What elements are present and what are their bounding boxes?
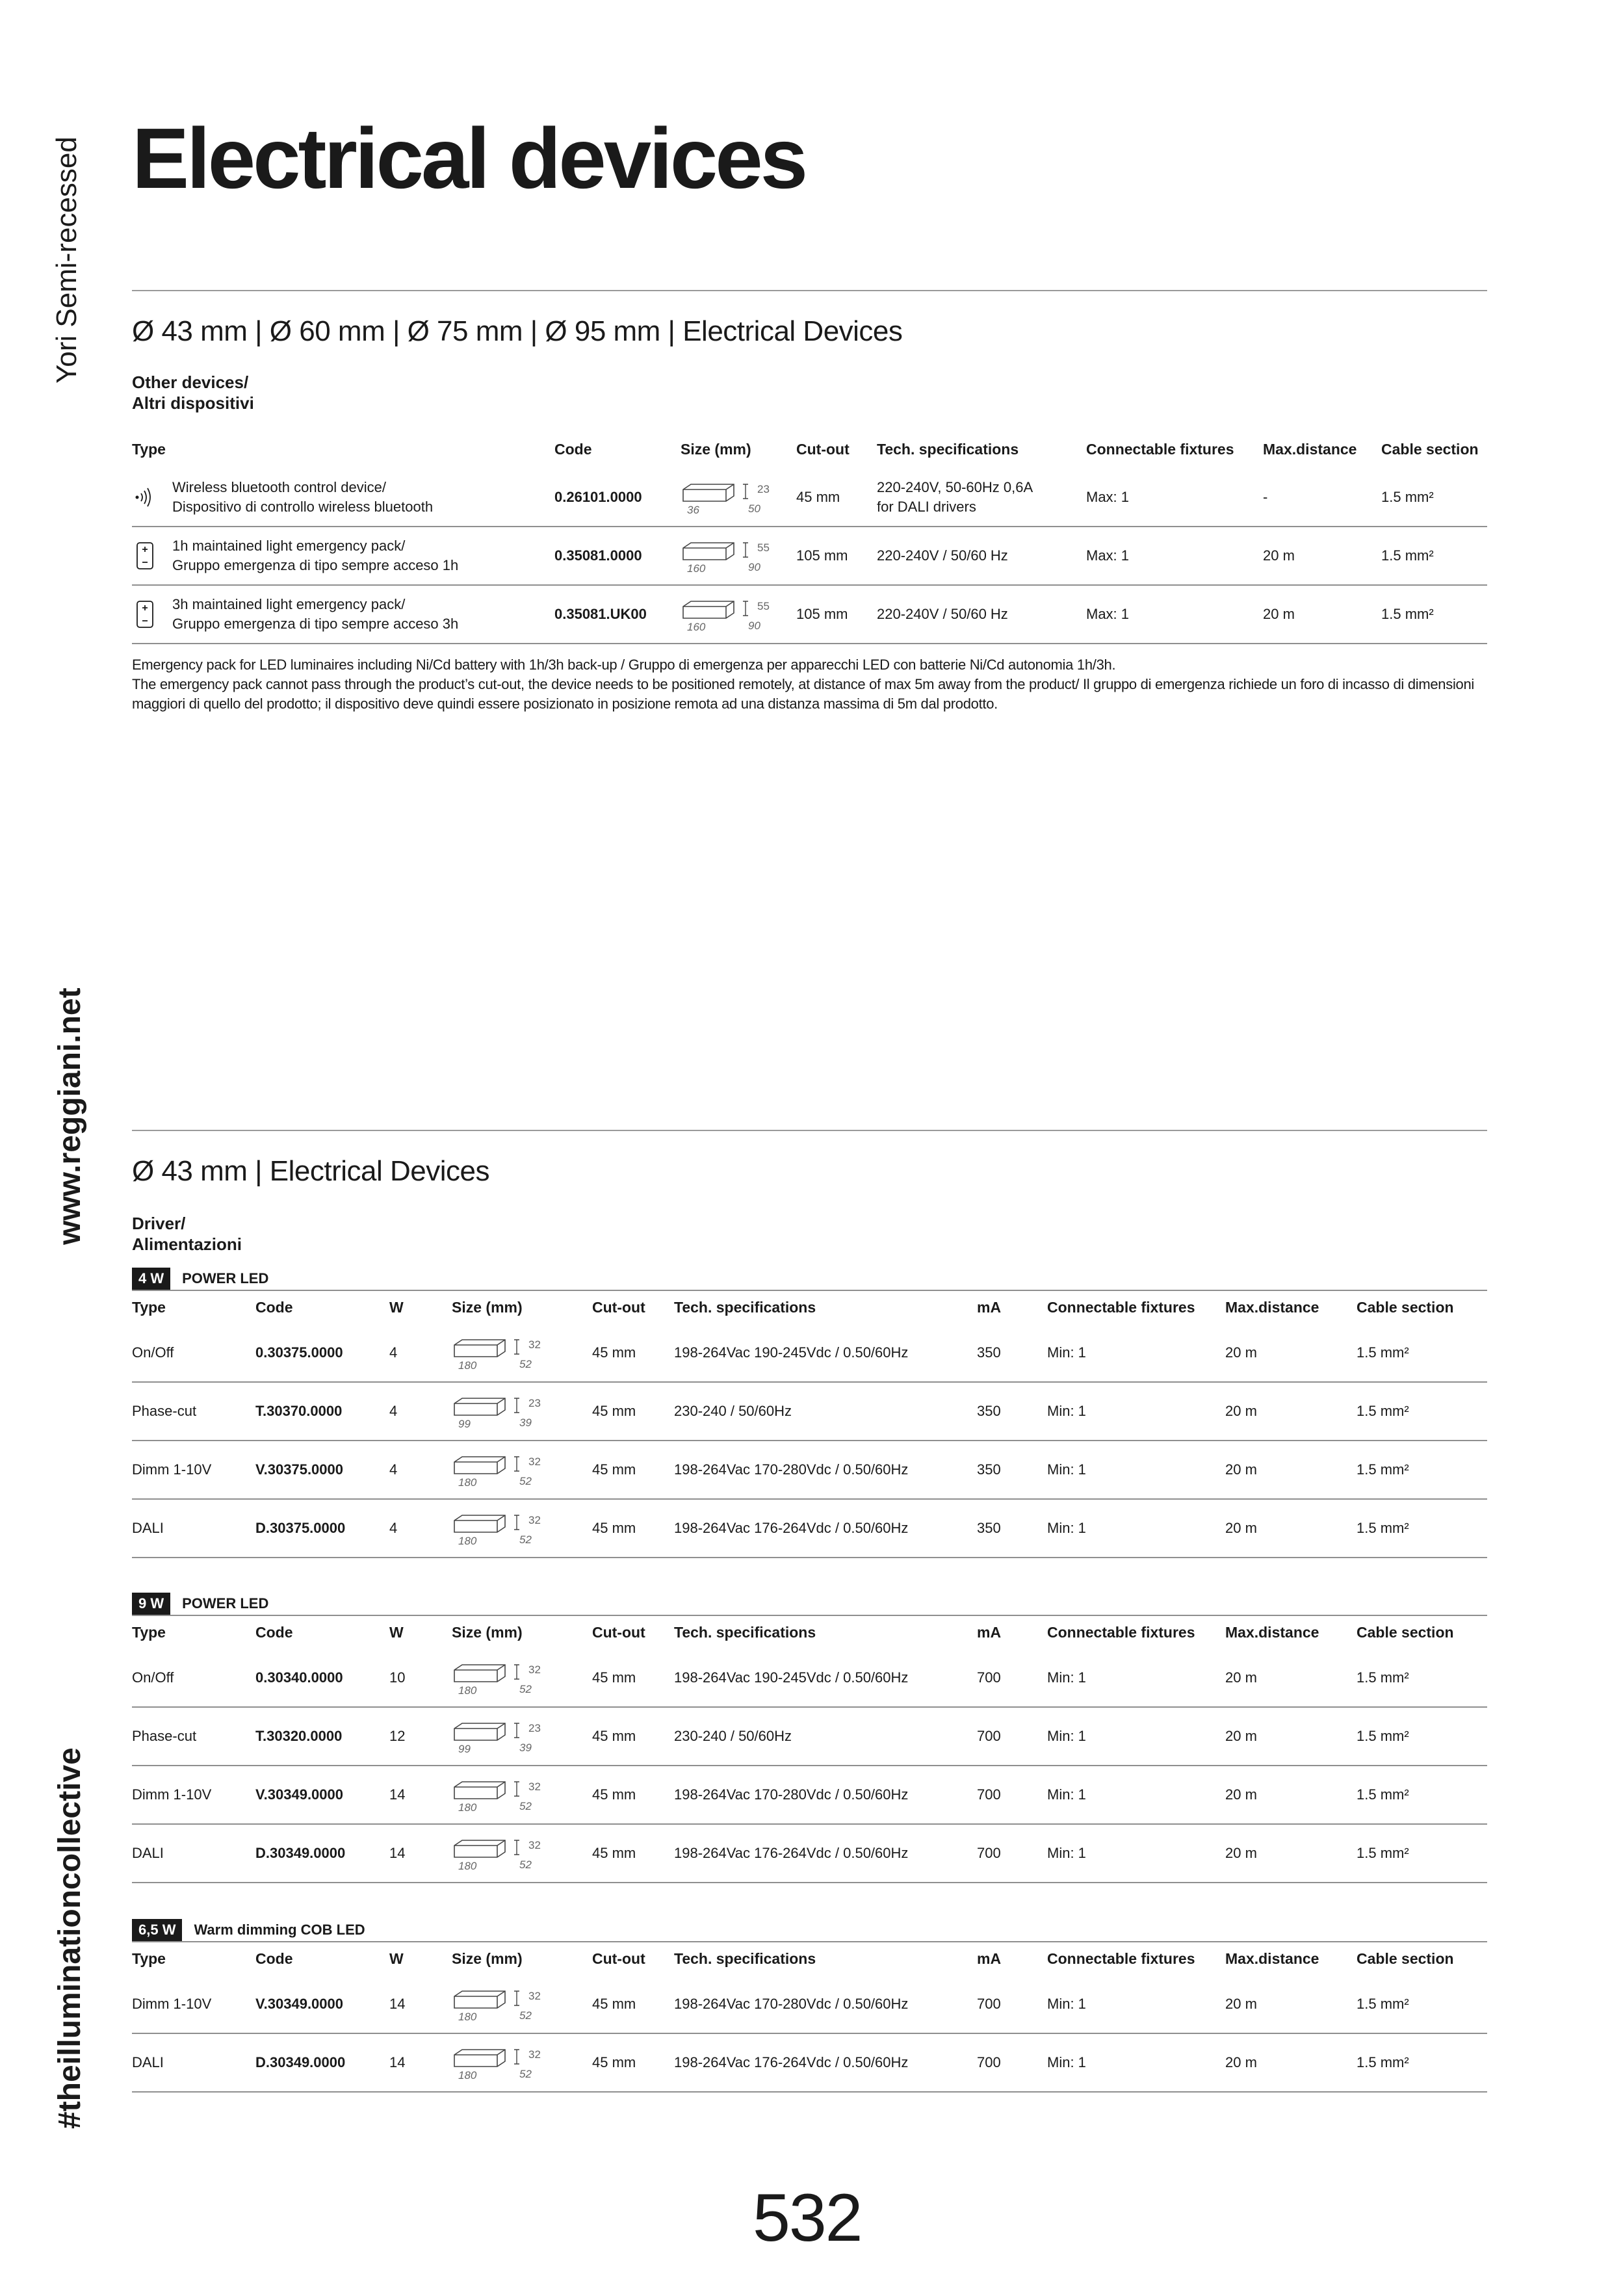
driver-group-badge: [132, 1593, 268, 1615]
size-length: 36: [687, 503, 699, 516]
spec-value: 198-264Vac 176-264Vdc / 0.50/60Hz: [674, 1499, 977, 1558]
col-tech-spec: Tech. specifications: [674, 1950, 816, 1967]
fixtures-value: Min: 1: [1047, 1824, 1225, 1883]
distance-value: 20 m: [1263, 585, 1381, 644]
col-code: Code: [255, 1298, 293, 1316]
driver-type: Dimm 1-10V: [132, 1975, 255, 2033]
size-height: 32: [528, 1455, 541, 1468]
size-drawing: [681, 596, 770, 633]
page-title: Electrical devices: [132, 111, 806, 206]
size-width: 39: [519, 1742, 532, 1754]
product-code: V.30349.0000: [255, 1766, 389, 1824]
product-code: 0.35081.0000: [554, 527, 681, 585]
product-code: T.30320.0000: [255, 1707, 389, 1766]
cutout-value: 45 mm: [796, 468, 877, 527]
distance-value: 20 m: [1225, 1499, 1357, 1558]
size-width: 90: [748, 561, 760, 573]
col-ma: mA: [977, 1950, 1002, 1967]
watt-value: 14: [389, 1824, 452, 1883]
ma-value: 700: [977, 2033, 1047, 2092]
spec-value: 198-264Vac 190-245Vdc / 0.50/60Hz: [674, 1649, 977, 1707]
size-length: 180: [458, 1535, 477, 1547]
section2-sub-line1: Driver/: [132, 1214, 186, 1233]
type-line1: 3h maintained light emergency pack/: [172, 596, 406, 612]
col-code: Code: [255, 1950, 293, 1967]
product-code: T.30370.0000: [255, 1382, 389, 1441]
led-type-label: POWER LED: [182, 1595, 269, 1611]
col-size: Size (mm): [452, 1950, 523, 1967]
section1-sub-line2: Altri dispositivi: [132, 393, 254, 413]
led-type-label: Warm dimming COB LED: [194, 1922, 365, 1938]
size-drawing: [452, 1510, 541, 1547]
section2-heading: Ø 43 mm | Electrical Devices: [132, 1155, 490, 1187]
col-cutout: Cut-out: [592, 1623, 645, 1641]
size-length: 99: [458, 1418, 471, 1430]
table-row: [132, 1382, 1487, 1441]
table-row: [132, 1324, 1487, 1382]
table-header-row: [132, 1615, 1487, 1649]
size-height: 32: [528, 1989, 541, 2002]
distance-value: -: [1263, 468, 1381, 527]
watt-value: 4: [389, 1441, 452, 1499]
col-distance: Max.distance: [1263, 440, 1357, 458]
distance-value: 20 m: [1225, 1707, 1357, 1766]
fixtures-value: Min: 1: [1047, 1499, 1225, 1558]
watt-value: 14: [389, 2033, 452, 2092]
cable-value: 1.5 mm²: [1357, 1324, 1487, 1382]
cutout-value: 45 mm: [592, 2033, 674, 2092]
fixtures-value: Min: 1: [1047, 2033, 1225, 2092]
size-drawing: [452, 1986, 541, 2023]
size-width: 52: [519, 2068, 532, 2080]
watt-value: 4: [389, 1382, 452, 1441]
spec-value: 198-264Vac 170-280Vdc / 0.50/60Hz: [674, 1441, 977, 1499]
wattage-badge: 6,5 W: [132, 1919, 182, 1941]
distance-value: 20 m: [1263, 527, 1381, 585]
distance-value: 20 m: [1225, 2033, 1357, 2092]
table-row: [132, 1975, 1487, 2033]
wattage-badge: 9 W: [132, 1593, 170, 1615]
col-fixtures: Connectable fixtures: [1047, 1623, 1195, 1641]
size-length: 180: [458, 2069, 477, 2081]
col-distance: Max.distance: [1225, 1950, 1319, 1967]
size-width: 52: [519, 2009, 532, 2022]
distance-value: 20 m: [1225, 1975, 1357, 2033]
col-code: Code: [554, 440, 592, 458]
fixtures-value: Max: 1: [1086, 585, 1263, 644]
table-header-row: [132, 1942, 1487, 1975]
ma-value: 700: [977, 1824, 1047, 1883]
spec-value: 198-264Vac 170-280Vdc / 0.50/60Hz: [674, 1975, 977, 2033]
fixtures-value: Min: 1: [1047, 1707, 1225, 1766]
size-width: 90: [748, 620, 760, 632]
col-distance: Max.distance: [1225, 1298, 1319, 1316]
section1-sub-line1: Other devices/: [132, 372, 249, 392]
cutout-value: 105 mm: [796, 585, 877, 644]
sidebar-series-label: Yori Semi-recessed: [51, 137, 83, 384]
section2-sub-line2: Alimentazioni: [132, 1234, 242, 1254]
type-line2: Dispositivo di controllo wireless bluetooth: [172, 498, 434, 515]
watt-value: 14: [389, 1975, 452, 2033]
other-devices-table: [132, 430, 1487, 644]
size-length: 160: [687, 621, 706, 633]
driver-type: On/Off: [132, 1649, 255, 1707]
section2-divider: [132, 1130, 1487, 1131]
table-row: [132, 585, 1487, 644]
distance-value: 20 m: [1225, 1649, 1357, 1707]
fixtures-value: Max: 1: [1086, 527, 1263, 585]
size-length: 180: [458, 1684, 477, 1697]
table-row: [132, 527, 1487, 585]
sidebar-hashtag: #theilluminationcollective: [53, 1747, 87, 2129]
watt-value: 10: [389, 1649, 452, 1707]
table-row: [132, 1649, 1487, 1707]
cutout-value: 45 mm: [592, 1382, 674, 1441]
product-code: 0.35081.UK00: [554, 585, 681, 644]
col-cable: Cable section: [1357, 1298, 1454, 1316]
type-line2: Gruppo emergenza di tipo sempre acceso 3h: [172, 616, 459, 632]
col-cable: Cable section: [1357, 1623, 1454, 1641]
cutout-value: 45 mm: [592, 1499, 674, 1558]
size-height: 32: [528, 1514, 541, 1526]
col-cable: Cable section: [1357, 1950, 1454, 1967]
driver-type: DALI: [132, 2033, 255, 2092]
size-height: 32: [528, 1663, 541, 1676]
product-code: V.30349.0000: [255, 1975, 389, 2033]
size-length: 99: [458, 1743, 471, 1755]
size-width: 50: [748, 502, 760, 515]
size-length: 180: [458, 1359, 477, 1372]
col-fixtures: Connectable fixtures: [1047, 1298, 1195, 1316]
size-length: 180: [458, 1860, 477, 1872]
section1-divider: [132, 290, 1487, 291]
fixtures-value: Min: 1: [1047, 1766, 1225, 1824]
fixtures-value: Min: 1: [1047, 1382, 1225, 1441]
distance-value: 20 m: [1225, 1382, 1357, 1441]
driver-group-badge: [132, 1919, 365, 1941]
table-row: [132, 1824, 1487, 1883]
spec-line2: for DALI drivers: [877, 498, 976, 515]
cable-value: 1.5 mm²: [1357, 1649, 1487, 1707]
driver-type: Dimm 1-10V: [132, 1441, 255, 1499]
size-drawing: [452, 1718, 541, 1755]
size-length: 180: [458, 2010, 477, 2023]
size-drawing: [452, 2044, 541, 2081]
col-distance: Max.distance: [1225, 1623, 1319, 1641]
size-height: 32: [528, 2048, 541, 2061]
size-height: 55: [757, 541, 770, 554]
size-drawing: [452, 1335, 541, 1372]
watt-value: 4: [389, 1324, 452, 1382]
size-drawing: [452, 1835, 541, 1872]
size-height: 32: [528, 1839, 541, 1851]
col-fixtures: Connectable fixtures: [1047, 1950, 1195, 1967]
product-code: D.30349.0000: [255, 2033, 389, 2092]
product-code: D.30375.0000: [255, 1499, 389, 1558]
size-height: 23: [757, 482, 770, 495]
size-length: 180: [458, 1476, 477, 1489]
type-line1: 1h maintained light emergency pack/: [172, 538, 406, 554]
size-drawing: [452, 1393, 541, 1430]
cable-value: 1.5 mm²: [1357, 1975, 1487, 2033]
col-code: Code: [255, 1623, 293, 1641]
product-code: D.30349.0000: [255, 1824, 389, 1883]
table-row: [132, 1499, 1487, 1558]
cutout-value: 45 mm: [592, 1649, 674, 1707]
distance-value: 20 m: [1225, 1324, 1357, 1382]
fixtures-value: Max: 1: [1086, 468, 1263, 527]
led-type-label: POWER LED: [182, 1270, 269, 1286]
section1-heading: Ø 43 mm | Ø 60 mm | Ø 75 mm | Ø 95 mm | Electrical Devices: [132, 315, 903, 347]
ma-value: 350: [977, 1382, 1047, 1441]
cutout-value: 45 mm: [592, 1766, 674, 1824]
col-ma: mA: [977, 1298, 1002, 1316]
size-height: 32: [528, 1781, 541, 1793]
size-drawing: [452, 1452, 541, 1489]
section2-subheading: [132, 1213, 242, 1255]
sidebar-website-link[interactable]: www.reggiani.net: [53, 987, 87, 1245]
col-watt: W: [389, 1950, 404, 1967]
table-header-row: [132, 430, 1487, 468]
size-width: 52: [519, 1533, 532, 1546]
size-width: 52: [519, 1475, 532, 1487]
col-type: Type: [132, 1950, 166, 1967]
size-height: 55: [757, 600, 770, 612]
distance-value: 20 m: [1225, 1766, 1357, 1824]
cutout-value: 45 mm: [592, 1324, 674, 1382]
fixtures-value: Min: 1: [1047, 1649, 1225, 1707]
ma-value: 700: [977, 1975, 1047, 2033]
note-line2: The emergency pack cannot pass through the product’s cut-out, the device needs to be positioned remotely, at distance of max 5m away from the product/ Il gruppo di emergenza richiede un foro di incasso di dimensioni maggiori di quello del prodotto; il dispositivo deve quindi essere posizionato in posizione remota ad una distanza massima di 5m dal prodotto.: [132, 676, 1474, 712]
cable-value: 1.5 mm²: [1357, 1441, 1487, 1499]
table-row: [132, 468, 1487, 527]
driver-type: Phase-cut: [132, 1382, 255, 1441]
spec-line1: 220-240V / 50/60 Hz: [877, 547, 1008, 564]
spec-value: 198-264Vac 176-264Vdc / 0.50/60Hz: [674, 1824, 977, 1883]
col-size: Size (mm): [681, 440, 751, 458]
cutout-value: 45 mm: [592, 1975, 674, 2033]
spec-value: 230-240 / 50/60Hz: [674, 1382, 977, 1441]
cable-value: 1.5 mm²: [1381, 585, 1487, 644]
driver-table: [132, 1941, 1487, 2093]
fixtures-value: Min: 1: [1047, 1441, 1225, 1499]
wattage-badge: 4 W: [132, 1268, 170, 1290]
col-tech-spec: Tech. specifications: [877, 440, 1019, 458]
distance-value: 20 m: [1225, 1824, 1357, 1883]
col-tech-spec: Tech. specifications: [674, 1623, 816, 1641]
size-width: 52: [519, 1682, 532, 1695]
cable-value: 1.5 mm²: [1357, 1382, 1487, 1441]
size-length: 180: [458, 1801, 477, 1814]
cutout-value: 45 mm: [592, 1824, 674, 1883]
driver-type: DALI: [132, 1824, 255, 1883]
driver-type: On/Off: [132, 1324, 255, 1382]
product-code: 0.30340.0000: [255, 1649, 389, 1707]
col-type: Type: [132, 1298, 166, 1316]
section1-subheading: [132, 372, 254, 413]
col-cutout: Cut-out: [592, 1298, 645, 1316]
ma-value: 700: [977, 1649, 1047, 1707]
watt-value: 14: [389, 1766, 452, 1824]
driver-table: [132, 1290, 1487, 1558]
watt-value: 12: [389, 1707, 452, 1766]
spec-value: 198-264Vac 190-245Vdc / 0.50/60Hz: [674, 1324, 977, 1382]
size-drawing: [681, 479, 770, 516]
col-tech-spec: Tech. specifications: [674, 1298, 816, 1316]
ma-value: 350: [977, 1441, 1047, 1499]
col-type: Type: [132, 440, 166, 458]
size-width: 39: [519, 1416, 532, 1429]
table-row: [132, 1766, 1487, 1824]
cable-value: 1.5 mm²: [1357, 2033, 1487, 2092]
table-row: [132, 2033, 1487, 2092]
size-drawing: [452, 1660, 541, 1697]
table-header-row: [132, 1290, 1487, 1324]
col-type: Type: [132, 1623, 166, 1641]
driver-group-badge: [132, 1268, 268, 1290]
cable-value: 1.5 mm²: [1357, 1499, 1487, 1558]
ma-value: 350: [977, 1499, 1047, 1558]
col-cutout: Cut-out: [796, 440, 850, 458]
col-ma: mA: [977, 1623, 1002, 1641]
cable-value: 1.5 mm²: [1357, 1766, 1487, 1824]
size-drawing: [681, 538, 770, 575]
note-line1: Emergency pack for LED luminaires including Ni/Cd battery with 1h/3h back-up / Gruppo di emergenza per apparecchi LED con batterie Ni/Cd autonomia 1h/3h.: [132, 657, 1116, 673]
bluetooth-icon: [132, 486, 158, 509]
watt-value: 4: [389, 1499, 452, 1558]
col-watt: W: [389, 1298, 404, 1316]
size-height: 23: [528, 1722, 541, 1734]
driver-table: [132, 1615, 1487, 1883]
spec-value: 230-240 / 50/60Hz: [674, 1707, 977, 1766]
product-code: V.30375.0000: [255, 1441, 389, 1499]
cable-value: 1.5 mm²: [1381, 527, 1487, 585]
size-width: 52: [519, 1800, 532, 1812]
cable-value: 1.5 mm²: [1381, 468, 1487, 527]
size-width: 52: [519, 1357, 532, 1370]
page-number: 532: [753, 2180, 862, 2256]
col-cutout: Cut-out: [592, 1950, 645, 1967]
spec-value: 198-264Vac 170-280Vdc / 0.50/60Hz: [674, 1766, 977, 1824]
product-code: 0.30375.0000: [255, 1324, 389, 1382]
col-cable: Cable section: [1381, 440, 1479, 458]
cable-value: 1.5 mm²: [1357, 1824, 1487, 1883]
table-row: [132, 1707, 1487, 1766]
size-height: 23: [528, 1397, 541, 1409]
col-watt: W: [389, 1623, 404, 1641]
fixtures-value: Min: 1: [1047, 1324, 1225, 1382]
ma-value: 700: [977, 1707, 1047, 1766]
size-length: 160: [687, 562, 706, 575]
spec-line1: 220-240V, 50-60Hz 0,6A: [877, 478, 1033, 495]
section1-note: [132, 655, 1490, 714]
ma-value: 700: [977, 1766, 1047, 1824]
battery-icon: [132, 599, 158, 629]
driver-type: Phase-cut: [132, 1707, 255, 1766]
size-width: 52: [519, 1859, 532, 1871]
col-size: Size (mm): [452, 1623, 523, 1641]
fixtures-value: Min: 1: [1047, 1975, 1225, 2033]
table-row: [132, 1441, 1487, 1499]
type-line2: Gruppo emergenza di tipo sempre acceso 1h: [172, 557, 459, 573]
cutout-value: 45 mm: [592, 1441, 674, 1499]
cable-value: 1.5 mm²: [1357, 1707, 1487, 1766]
spec-value: 198-264Vac 176-264Vdc / 0.50/60Hz: [674, 2033, 977, 2092]
driver-type: Dimm 1-10V: [132, 1766, 255, 1824]
battery-icon: [132, 541, 158, 571]
ma-value: 350: [977, 1324, 1047, 1382]
col-fixtures: Connectable fixtures: [1086, 440, 1234, 458]
product-code: 0.26101.0000: [554, 468, 681, 527]
size-drawing: [452, 1777, 541, 1814]
cutout-value: 105 mm: [796, 527, 877, 585]
distance-value: 20 m: [1225, 1441, 1357, 1499]
driver-type: DALI: [132, 1499, 255, 1558]
size-height: 32: [528, 1338, 541, 1351]
spec-line1: 220-240V / 50/60 Hz: [877, 606, 1008, 622]
cutout-value: 45 mm: [592, 1707, 674, 1766]
col-size: Size (mm): [452, 1298, 523, 1316]
type-line1: Wireless bluetooth control device/: [172, 478, 386, 495]
